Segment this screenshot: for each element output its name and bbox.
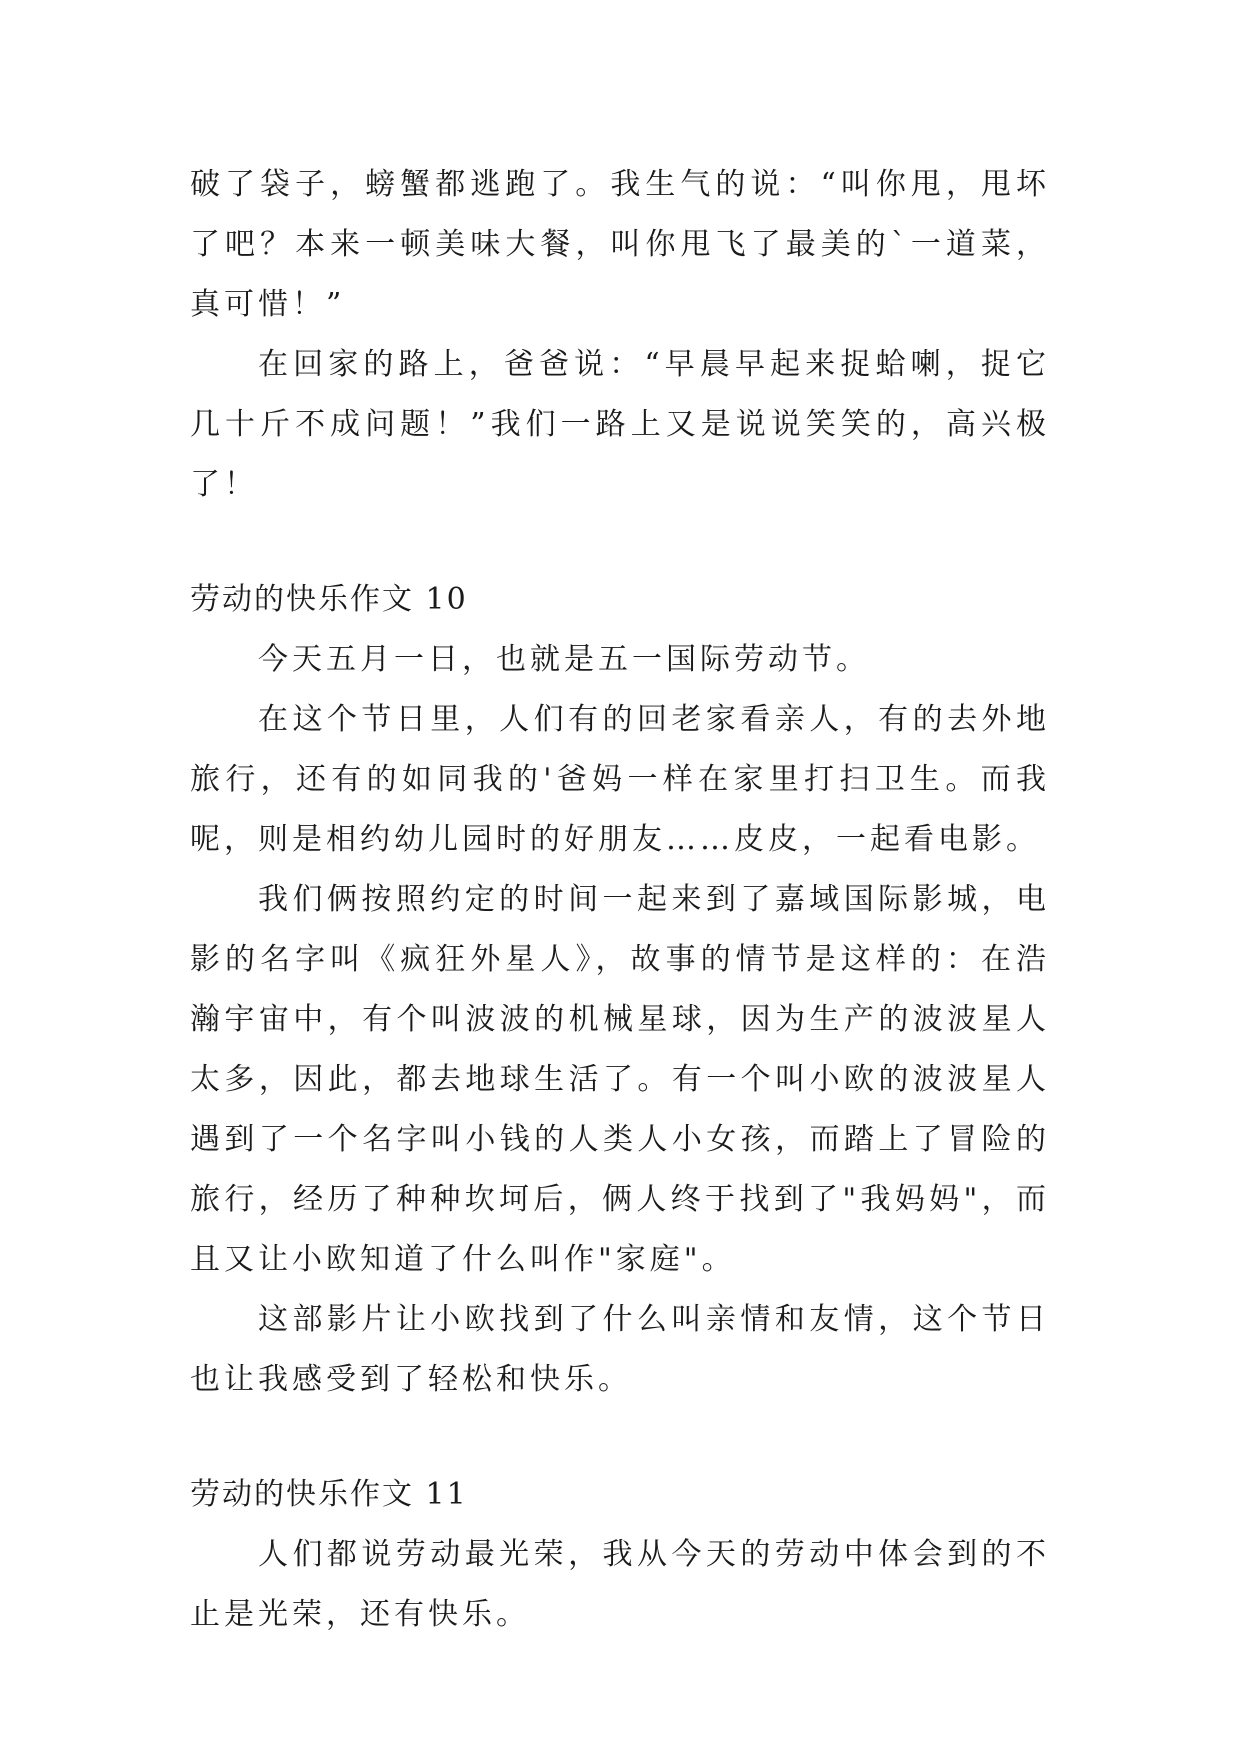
section-10-title: 劳动的快乐作文 10	[190, 582, 468, 617]
section-11-title: 劳动的快乐作文 11	[190, 1477, 468, 1512]
section-10-paragraph-1: 今天五月一日，也就是五一国际劳动节。	[258, 642, 870, 677]
section-10-paragraph-4: 这部影片让小欧找到了什么叫亲情和友情，这个节日也让我感受到了轻松和快乐。	[190, 1302, 1050, 1397]
section-11-paragraph-1: 人们都说劳动最光荣，我从今天的劳动中体会到的不止是光荣，还有快乐。	[190, 1537, 1050, 1632]
section-11	[190, 1465, 1050, 1645]
section-gap	[190, 1410, 1050, 1465]
intro-section	[190, 155, 1050, 515]
section-10-paragraph-2: 在这个节日里，人们有的回老家看亲人，有的去外地旅行，还有的如同我的'爸妈一样在家里打扫卫生。而我呢，则是相约幼儿园时的好朋友……皮皮，一起看电影。	[190, 702, 1050, 857]
intro-paragraph-1: 破了袋子，螃蟹都逃跑了。我生气的说：“叫你甩，甩坏了吧？本来一顿美味大餐，叫你甩飞了最美的`一道菜，真可惜！”	[190, 167, 1050, 322]
section-10-paragraph-3: 我们俩按照约定的时间一起来到了嘉域国际影城，电影的名字叫《疯狂外星人》，故事的情节是这样的：在浩瀚宇宙中，有个叫波波的机械星球，因为生产的波波星人太多，因此，都去地球生活了。有一个叫小欧的波波星人遇到了一个名字叫小钱的人类人小女孩，而踏上了冒险的旅行，经历了种种坎坷后，俩人终于找到了"我妈妈"，而且又让小欧知道了什么叫作"家庭"。	[190, 882, 1050, 1277]
section-gap	[190, 515, 1050, 570]
document-body	[190, 155, 1050, 1645]
intro-paragraph-2: 在回家的路上，爸爸说：“早晨早起来捉蛤喇，捉它几十斤不成问题！”我们一路上又是说说笑笑的，高兴极了！	[190, 347, 1050, 502]
section-10	[190, 570, 1050, 1410]
